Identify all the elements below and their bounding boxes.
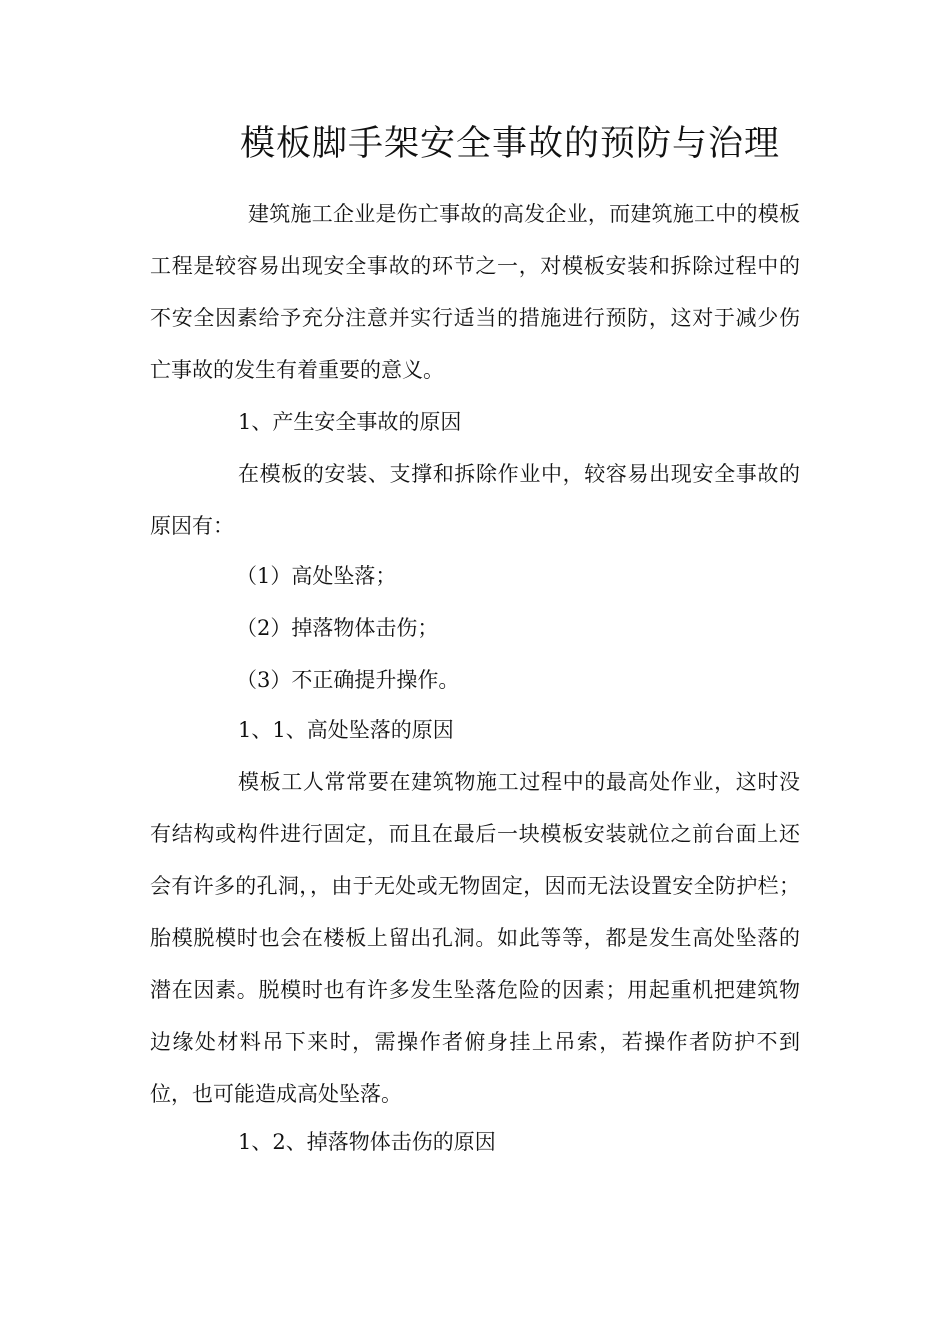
intro-paragraph: 建筑施工企业是伤亡事故的高发企业，而建筑施工中的模板工程是较容易出现安全事故的环节之一，对模板安装和拆除过程中的不安全因素给予充分注意并实行适当的措施进行预防，这对于减少伤亡事故的发生有着重要的意义。 — [150, 202, 800, 382]
document-title: 模板脚手架安全事故的预防与治理 — [239, 124, 780, 164]
section-1-paragraph: 在模板的安装、支撑和拆除作业中，较容易出现安全事故的原因有： — [150, 462, 800, 538]
section-1-2-heading: 1、2、掉落物体击伤的原因 — [238, 1130, 496, 1154]
section-1-heading: 1、产生安全事故的原因 — [238, 410, 462, 434]
cause-item-2: （2）掉落物体击伤； — [236, 616, 439, 640]
cause-item-3: （3）不正确提升操作。 — [236, 668, 460, 692]
section-1-1-heading: 1、1、高处坠落的原因 — [238, 718, 454, 742]
section-1-1-paragraph: 模板工人常常要在建筑物施工过程中的最高处作业，这时没有结构或构件进行固定，而且在最后一块模板安装就位之前台面上还会有许多的孔洞，，由于无处或无物固定，因而无法设置安全防护栏；胎模脱模时也会在楼板上留出孔洞。如此等等，都是发生高处坠落的潜在因素。脱模时也有许多发生坠落危险的因素；用起重机把建筑物边缘处材料吊下来时，需操作者俯身挂上吊索，若操作者防护不到位，也可能造成高处坠落。 — [150, 770, 800, 1106]
cause-item-1: （1）高处坠落； — [236, 564, 397, 588]
